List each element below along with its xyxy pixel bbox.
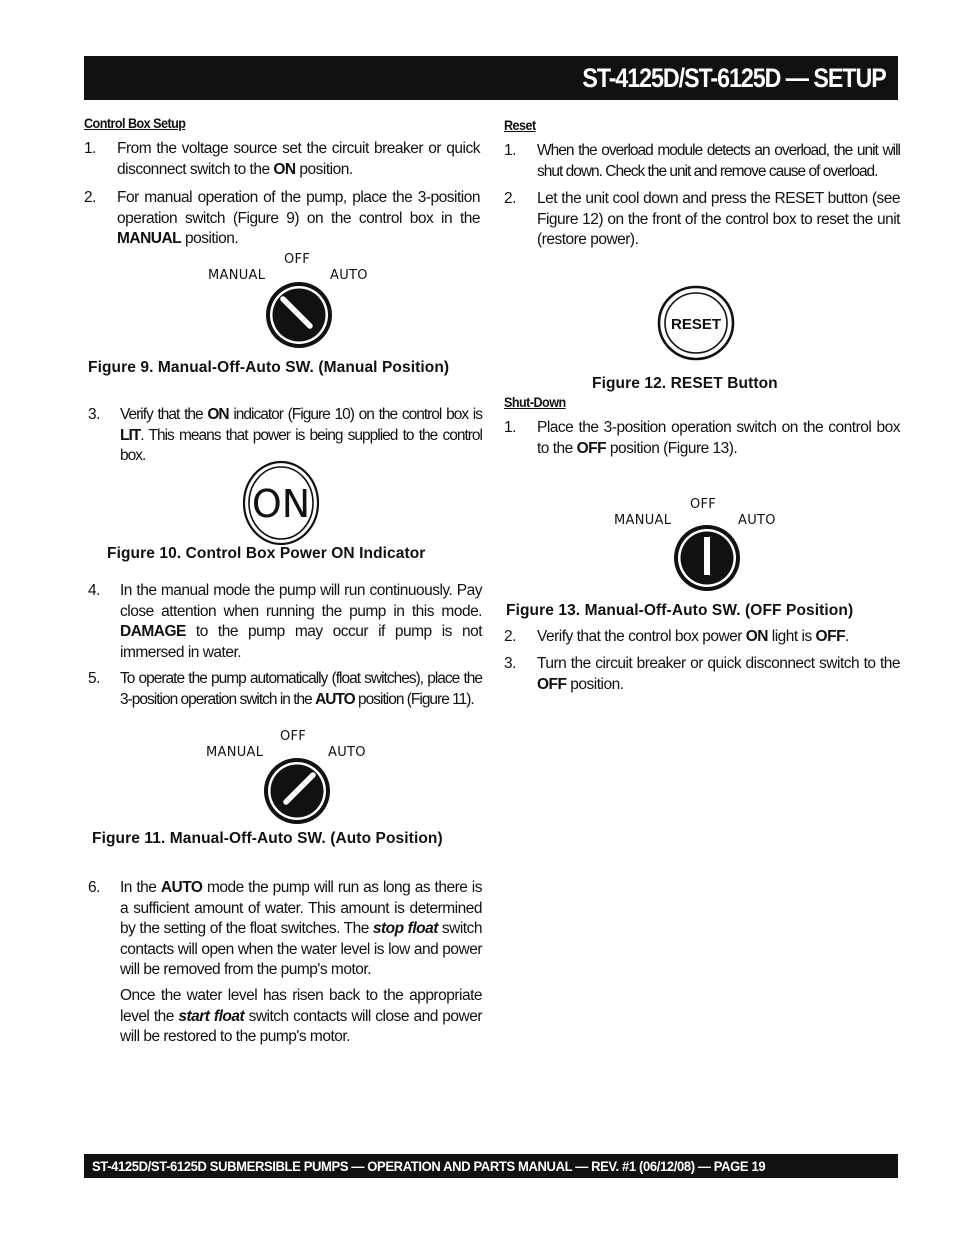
reset-button-label: RESET	[670, 316, 722, 333]
figure-13-caption: Figure 13. Manual-Off-Auto SW. (OFF Position)	[506, 602, 854, 619]
reset-button-icon	[656, 284, 736, 362]
power-on-indicator-text: ON	[251, 482, 311, 526]
switch-label-off: OFF	[280, 729, 307, 744]
switch-label-manual: MANUAL	[614, 513, 672, 528]
page-title: ST-4125D/ST-6125D — SETUP	[582, 62, 886, 93]
section-title-control-box-setup: Control Box Setup	[84, 115, 186, 131]
switch-label-off: OFF	[284, 252, 311, 267]
figure-11-caption: Figure 11. Manual-Off-Auto SW. (Auto Position)	[92, 830, 443, 847]
figure-13-off-switch	[606, 495, 796, 595]
switch-label-auto: AUTO	[330, 268, 368, 283]
switch-label-manual: MANUAL	[208, 268, 266, 283]
switch-label-manual: MANUAL	[206, 745, 264, 760]
figure-9-caption: Figure 9. Manual-Off-Auto SW. (Manual Position)	[88, 359, 450, 376]
page-title-bar	[84, 56, 898, 100]
page-footer-bar	[84, 1154, 898, 1178]
switch-knob-off-icon	[672, 523, 742, 593]
switch-knob-auto-icon	[262, 756, 332, 826]
switch-label-auto: AUTO	[738, 513, 776, 528]
figure-12-caption: Figure 12. RESET Button	[592, 375, 778, 392]
figure-9-manual-switch	[200, 250, 380, 350]
page-footer: ST-4125D/ST-6125D SUBMERSIBLE PUMPS — OPERATION AND PARTS MANUAL — REV. #1 (06/12/08) — PAGE 19	[92, 1158, 766, 1174]
switch-knob-manual-icon	[264, 280, 334, 350]
power-on-indicator-icon	[242, 460, 320, 546]
switch-label-off: OFF	[690, 497, 717, 512]
switch-label-auto: AUTO	[328, 745, 366, 760]
figure-10-caption: Figure 10. Control Box Power ON Indicator	[107, 545, 426, 562]
section-title-shut-down: Shut-Down	[504, 394, 566, 410]
figure-11-auto-switch	[198, 727, 378, 827]
section-title-reset: Reset	[504, 117, 536, 133]
